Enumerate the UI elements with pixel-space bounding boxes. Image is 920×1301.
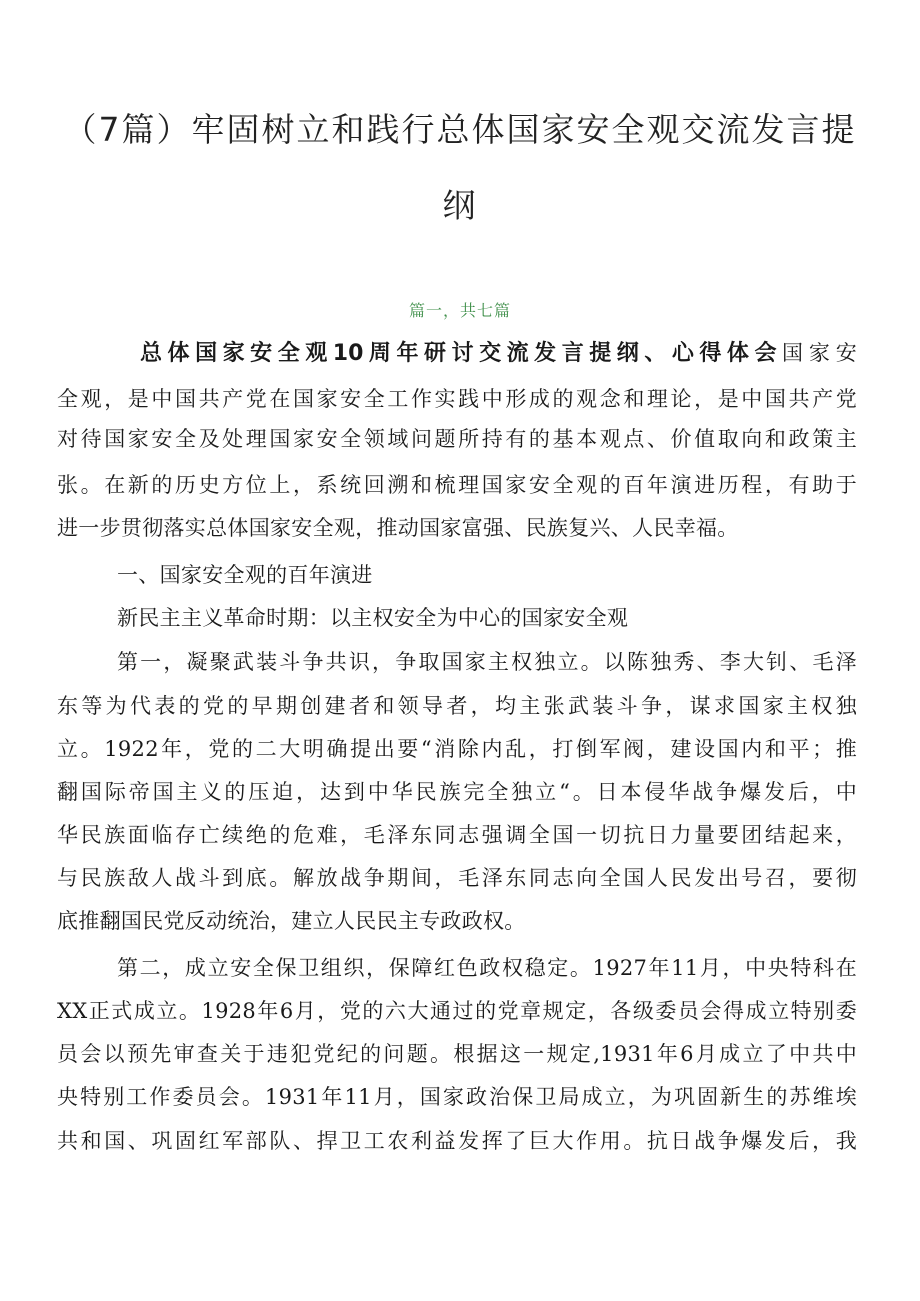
body-line: 张。在新的历史方位上，系统回溯和梳理国家安全观的百年演进历程，有助于 bbox=[57, 473, 857, 497]
body-line: 与民族敌人战斗到底。解放战争期间，毛泽东同志向全国人民发出号召，要彻 bbox=[57, 866, 857, 890]
body-line: 全观，是中国共产党在国家安全工作实践中形成的观念和理论，是中国共产党 bbox=[57, 387, 857, 411]
body-line: 第一，凝聚武装斗争共识，争取国家主权独立。以陈独秀、李大钊、毛泽 bbox=[117, 650, 857, 674]
body-line: 翻国际帝国主义的压迫，达到中华民族完全独立“。日本侵华战争爆发后，中 bbox=[57, 780, 857, 804]
body-line: 共和国、巩固红军部队、捍卫工农利益发挥了巨大作用。抗日战争爆发后，我 bbox=[57, 1129, 857, 1153]
body-line bbox=[140, 338, 857, 369]
body-line: XX正式成立。1928年6月，党的六大通过的党章规定，各级委员会得成立特别委 bbox=[57, 999, 857, 1023]
body-line: 华民族面临存亡续绝的危难，毛泽东同志强调全国一切抗日力量要团结起来， bbox=[57, 823, 857, 847]
body-line: 央特别工作委员会。1931年11月，国家政治保卫局成立，为巩固新生的苏维埃 bbox=[57, 1085, 857, 1109]
body-line: 第二，成立安全保卫组织，保障红色政权稳定。1927年11月，中央特科在 bbox=[117, 956, 857, 980]
section-subheading: 篇一，共七篇 bbox=[408, 301, 511, 320]
sub-heading: 新民主主义革命时期：以主权安全为中心的国家安全观 bbox=[117, 606, 629, 630]
body-line: 对待国家安全及处理国家安全领域问题所持有的基本观点、价值取向和政策主 bbox=[57, 427, 857, 451]
body-line: 东等为代表的党的早期创建者和领导者，均主张武装斗争，谋求国家主权独 bbox=[57, 694, 857, 718]
line-text: 国家安 bbox=[782, 341, 857, 365]
section-heading: 一、国家安全观的百年演进 bbox=[117, 563, 373, 587]
document-title-line-2: 纲 bbox=[442, 186, 478, 225]
body-line: 员会以预先审查关于违犯党纪的问题。根据这一规定,1931年6月成立了中共中 bbox=[57, 1042, 857, 1066]
body-line: 立。1922年，党的二大明确提出要“消除内乱，打倒军阀，建设国内和平；推 bbox=[57, 737, 857, 761]
body-line: 底推翻国民党反动统治，建立人民民主专政政权。 bbox=[57, 909, 526, 933]
document-title-line-1: （7篇）牢固树立和践行总体国家安全观交流发言提 bbox=[63, 110, 857, 149]
inline-heading: 总体国家安全观10周年研讨交流发言提纲、心得体会 bbox=[140, 341, 783, 366]
body-line: 进一步贯彻落实总体国家安全观，推动国家富强、民族复兴、人民幸福。 bbox=[57, 516, 739, 540]
